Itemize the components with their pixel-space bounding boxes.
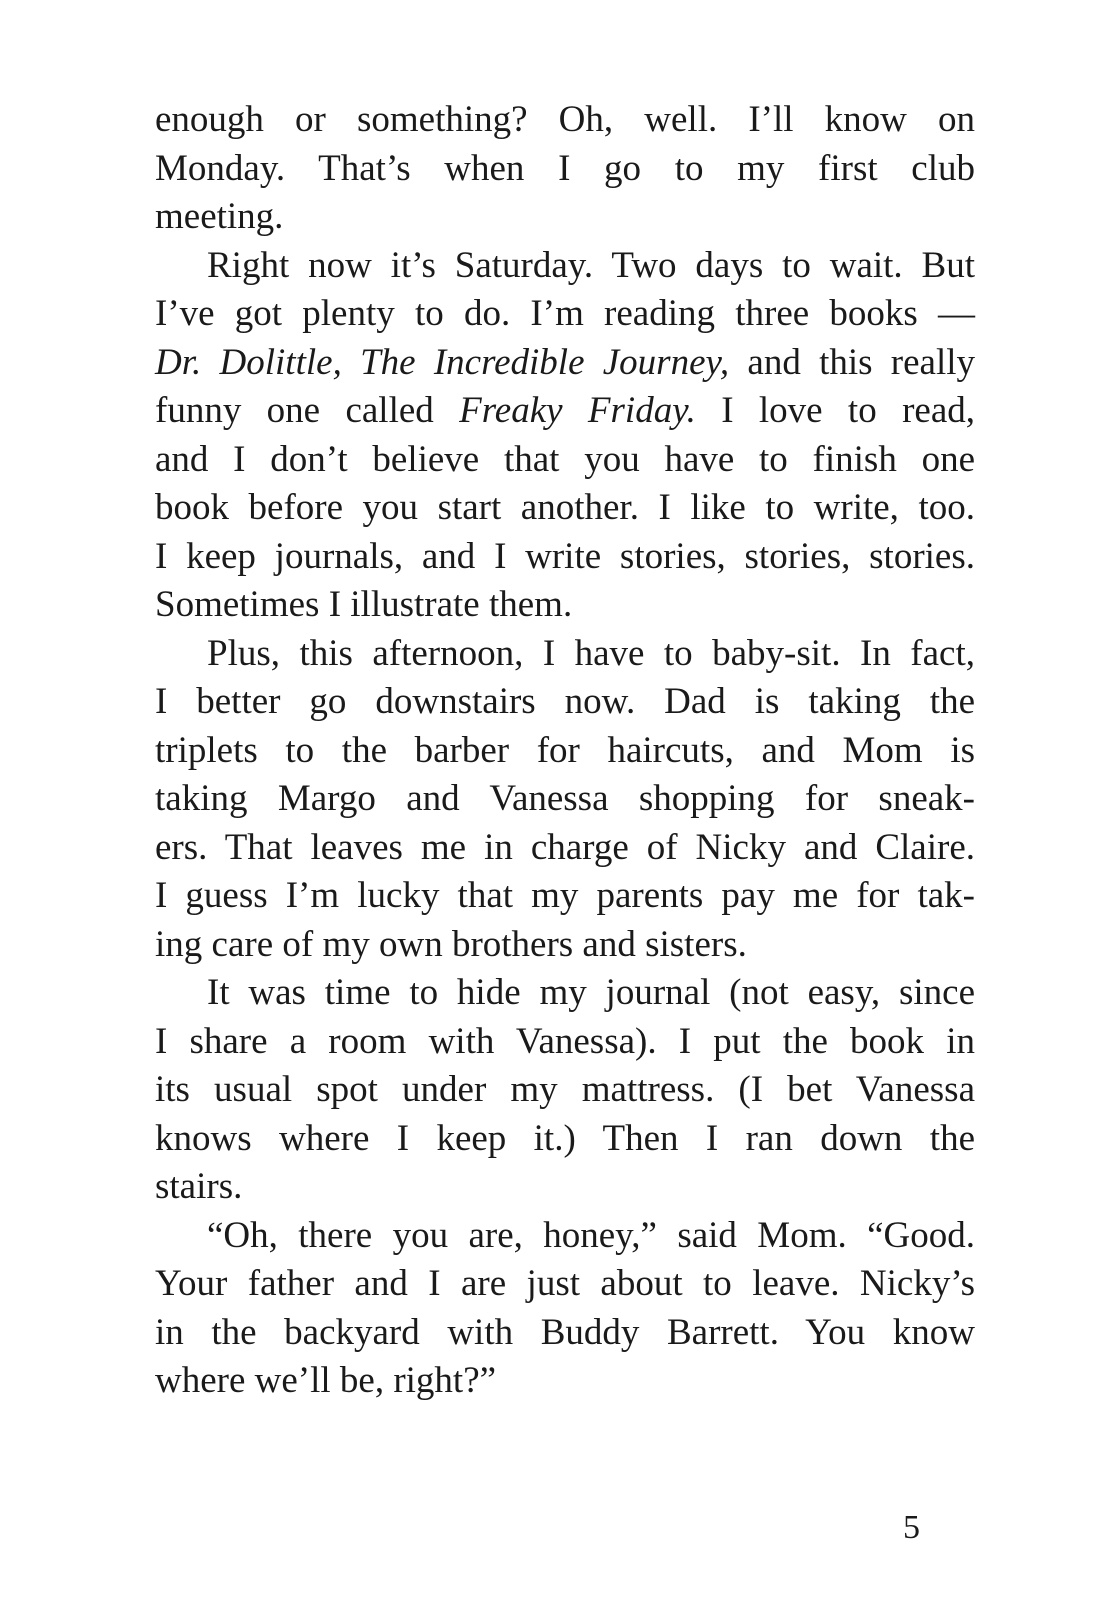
text-line	[155, 96, 975, 145]
text-line	[155, 1163, 975, 1212]
text-line	[155, 1260, 975, 1309]
text-segment: Your father and I are just about to leave. Nicky’s	[155, 1263, 975, 1304]
text-line	[155, 339, 975, 388]
text-segment: its usual spot under my mattress. (I bet Vanessa	[155, 1069, 975, 1110]
text-line	[155, 824, 975, 873]
text-segment: Monday. That’s when I go to my first club	[155, 147, 975, 189]
text-segment: enough or something? Oh, well. I’ll know on	[155, 99, 975, 140]
italic-title: Freaky Friday.	[459, 390, 696, 431]
text-segment: ing care of my own brothers and sisters.	[155, 923, 747, 965]
text-line	[155, 436, 975, 485]
text-segment: I love to read,	[695, 390, 975, 431]
text-segment: in the backyard with Buddy Barrett. You know	[155, 1311, 975, 1353]
text-line	[155, 1066, 975, 1115]
text-line	[155, 581, 975, 630]
body-text	[155, 96, 975, 1406]
text-segment: Plus, this afternoon, I have to baby-sit. In fact,	[207, 632, 975, 674]
text-segment: stairs.	[155, 1166, 243, 1207]
text-segment: I better go downstairs now. Dad is taking the	[155, 681, 975, 722]
italic-title: Dr. Dolittle, The Incredible Journey,	[155, 341, 730, 383]
text-line	[155, 1115, 975, 1164]
text-line	[155, 775, 975, 824]
text-segment: triplets to the barber for haircuts, and Mom is	[155, 729, 975, 771]
text-segment: I’ve got plenty to do. I’m reading three books —	[155, 293, 975, 334]
text-line	[155, 533, 975, 582]
text-line	[155, 193, 975, 242]
text-line	[155, 969, 975, 1018]
text-line	[155, 145, 975, 194]
text-line	[155, 290, 975, 339]
text-segment: I guess I’m lucky that my parents pay me for tak-	[155, 875, 975, 916]
text-segment: Right now it’s Saturday. Two days to wait. But	[207, 244, 975, 286]
text-line	[155, 727, 975, 776]
text-segment: knows where I keep it.) Then I ran down the	[155, 1117, 975, 1159]
text-segment: and this really	[729, 341, 976, 383]
text-segment: taking Margo and Vanessa shopping for sneak-	[155, 778, 975, 819]
text-segment: where we’ll be, right?”	[155, 1360, 497, 1401]
page-number: 5	[903, 1509, 920, 1546]
text-line	[155, 1018, 975, 1067]
text-line	[155, 678, 975, 727]
text-segment: ers. That leaves me in charge of Nicky and Claire.	[155, 826, 975, 868]
text-segment: It was time to hide my journal (not easy, since	[207, 972, 975, 1013]
text-segment: I keep journals, and I write stories, stories, stories.	[155, 535, 975, 577]
text-line	[155, 242, 975, 291]
text-line	[155, 921, 975, 970]
text-line	[155, 1309, 975, 1358]
text-line	[155, 872, 975, 921]
text-segment: funny one called	[155, 390, 460, 431]
text-segment: I share a room with Vanessa). I put the book in	[155, 1020, 975, 1062]
text-line	[155, 630, 975, 679]
text-segment: Sometimes I illustrate them.	[155, 584, 573, 625]
text-segment: meeting.	[155, 196, 284, 237]
text-line	[155, 1212, 975, 1261]
text-line	[155, 484, 975, 533]
text-segment: book before you start another. I like to write, too.	[155, 487, 975, 528]
text-segment: and I don’t believe that you have to finish one	[155, 438, 975, 480]
text-line	[155, 387, 975, 436]
text-line	[155, 1357, 975, 1406]
text-segment: “Oh, there you are, honey,” said Mom. “Good.	[207, 1214, 975, 1256]
